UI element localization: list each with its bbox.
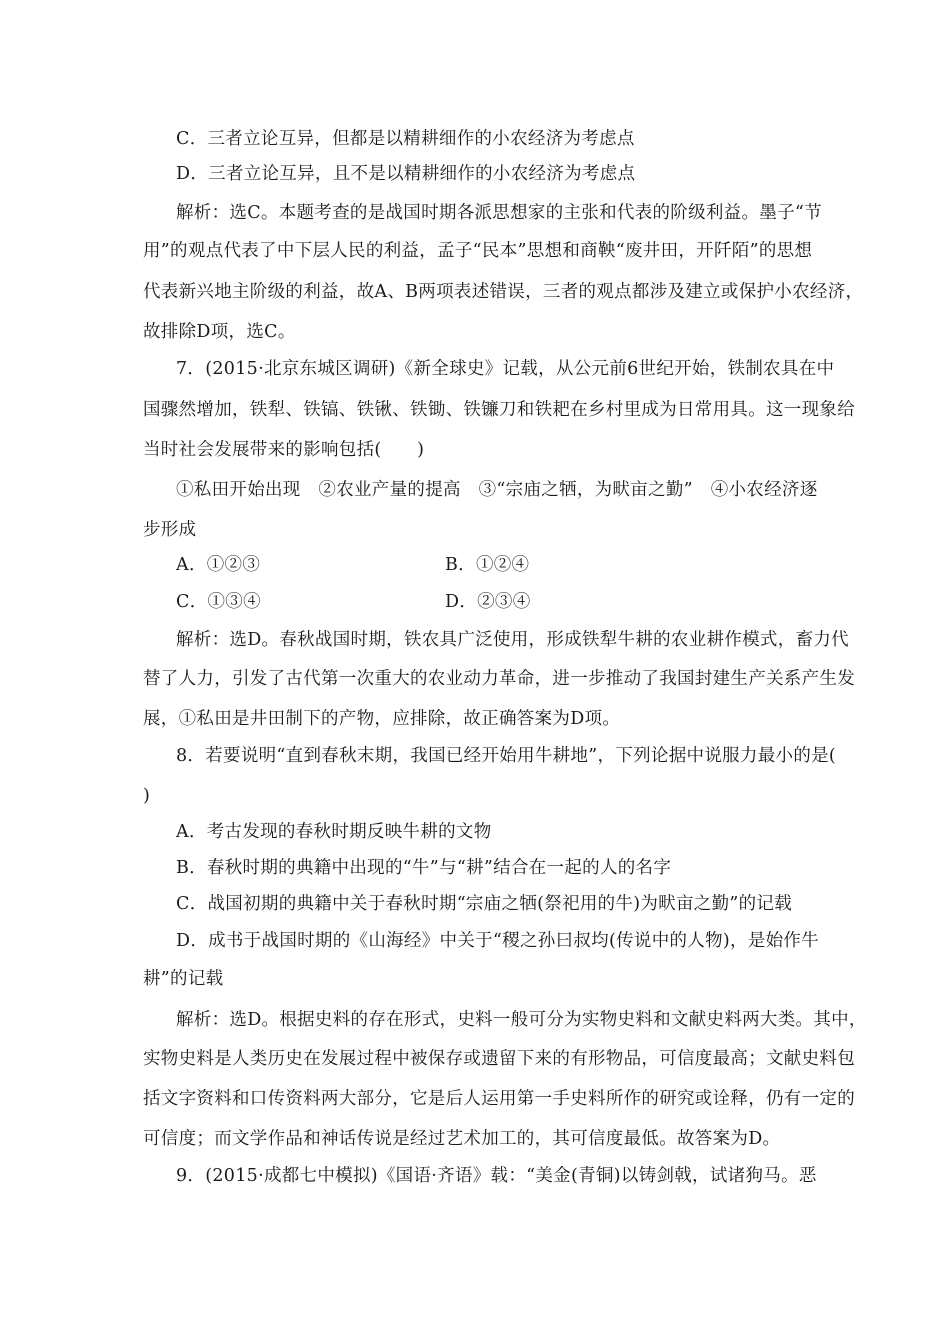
q8-analysis-line-1: 解析：选D。根据史料的存在形式，史料一般可分为实物史料和文献史料两大类。其中， <box>176 1010 867 1030</box>
q7-stem-line-1: 7．(2015·北京东城区调研)《新全球史》记载，从公元前6世纪开始，铁制农具在中 <box>176 359 835 379</box>
q8-option-d-line-2: 耕”的记载 <box>143 969 224 989</box>
q7-items-line-2: 步形成 <box>143 520 197 540</box>
q7-stem-line-2: 国骤然增加，铁犁、铁镐、铁锹、铁锄、铁镰刀和铁耙在乡村里成为日常用具。这一现象给 <box>143 400 855 420</box>
q8-analysis-line-3: 括文字资料和口传资料两大部分，它是后人运用第一手史料所作的研究或诠释，仍有一定的 <box>143 1089 855 1109</box>
q6-analysis-line-4: 故排除D项，选C。 <box>143 322 296 342</box>
q7-items-line-1: ①私田开始出现 ②农业产量的提高 ③“宗庙之牺，为畎亩之勤” ④小农经济逐 <box>176 480 818 500</box>
q7-stem-line-3: 当时社会发展带来的影响包括( ) <box>143 440 425 460</box>
q6-option-c: C．三者立论互异，但都是以精耕细作的小农经济为考虑点 <box>176 129 635 149</box>
q8-analysis-line-2: 实物史料是人类历史在发展过程中被保存或遗留下来的有形物品，可信度最高；文献史料包 <box>143 1049 855 1069</box>
q9-stem-line-1: 9．(2015·成都七中模拟)《国语·齐语》载：“美金(青铜)以铸剑戟，试诸狗马。恶 <box>176 1166 817 1186</box>
q8-option-b: B．春秋时期的典籍中出现的“牛”与“耕”结合在一起的人的名字 <box>176 858 672 878</box>
q7-analysis-line-2: 替了人力，引发了古代第一次重大的农业动力革命，进一步推动了我国封建生产关系产生发 <box>143 669 855 689</box>
q8-analysis-line-4: 可信度；而文学作品和神话传说是经过艺术加工的，其可信度最低。故答案为D。 <box>143 1129 781 1149</box>
q8-option-d-line-1: D．成书于战国时期的《山海经》中关于“稷之孙曰叔均(传说中的人物)，是始作牛 <box>176 931 820 951</box>
q6-analysis-line-3: 代表新兴地主阶级的利益，故A、B两项表述错误，三者的观点都涉及建立或保护小农经济， <box>143 282 864 302</box>
q7-analysis-line-1: 解析：选D。春秋战国时期，铁农具广泛使用，形成铁犁牛耕的农业耕作模式，畜力代 <box>176 630 849 650</box>
q7-option-a: A．①②③ <box>176 555 261 575</box>
q6-analysis-line-1: 解析：选C。本题考查的是战国时期各派思想家的主张和代表的阶级利益。墨子“节 <box>176 203 822 223</box>
q8-stem-line-2: ) <box>143 786 151 806</box>
q6-option-d: D．三者立论互异，且不是以精耕细作的小农经济为考虑点 <box>176 164 636 184</box>
q6-analysis-line-2: 用”的观点代表了中下层人民的利益，孟子“民本”思想和商鞅“废井田，开阡陌”的思想 <box>143 241 813 261</box>
q8-stem-line-1: 8．若要说明“直到春秋末期，我国已经开始用牛耕地”，下列论据中说服力最小的是( <box>176 746 837 766</box>
q7-analysis-line-3: 展，①私田是井田制下的产物，应排除，故正确答案为D项。 <box>143 709 621 729</box>
q7-option-c: C．①③④ <box>176 592 261 612</box>
q8-option-a: A．考古发现的春秋时期反映牛耕的文物 <box>176 822 492 842</box>
q8-option-c: C．战国初期的典籍中关于春秋时期“宗庙之牺(祭祀用的牛)为畎亩之勤”的记载 <box>176 894 793 914</box>
q7-option-d: D．②③④ <box>445 592 531 612</box>
q7-option-b: B．①②④ <box>445 555 530 575</box>
